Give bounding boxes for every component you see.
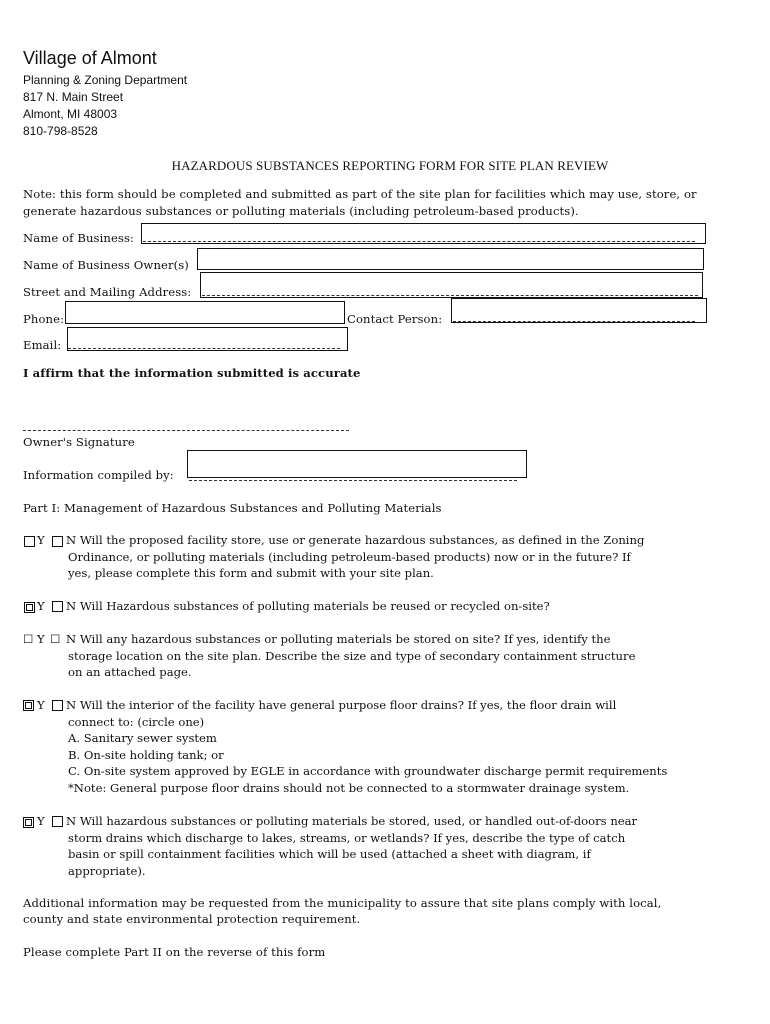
- q2-no-label: N: [66, 599, 77, 613]
- q1-no-checkbox[interactable]: [52, 536, 63, 547]
- business-owner-label: Name of Business Owner(s): [23, 258, 189, 272]
- q4-option-a[interactable]: A. Sanitary sewer system: [68, 731, 217, 746]
- address-label: Street and Mailing Address:: [23, 285, 192, 299]
- question-4: [66, 697, 667, 797]
- q5-line-1: Will hazardous substances or polluting materials be stored, used, or handled out-of-doors near: [79, 814, 638, 828]
- q5-yes-checkbox[interactable]: [23, 817, 34, 828]
- q2-line-1: Will Hazardous substances of polluting materials be reused or recycled on-site?: [79, 599, 550, 613]
- contact-person-field[interactable]: [451, 298, 707, 323]
- q3-yes-label: Y: [37, 632, 45, 646]
- q3-line-2: storage location on the site plan. Describe the size and type of secondary containment structure: [68, 648, 636, 663]
- q5-no-checkbox[interactable]: [52, 816, 63, 827]
- compiled-by-label: Information compiled by:: [23, 468, 174, 482]
- q5-no-label: N: [66, 814, 77, 828]
- q4-option-b[interactable]: B. On-site holding tank; or: [68, 747, 224, 762]
- q4-no-checkbox[interactable]: [52, 700, 63, 711]
- compiled-by-underline: [189, 480, 517, 481]
- q4-line-1: Will the interior of the facility have general purpose floor drains? If yes, the floor drain will: [79, 698, 617, 712]
- additional-info-line-2: county and state environmental protection requirement.: [23, 912, 361, 926]
- village-name: Village of Almont: [23, 48, 157, 68]
- q3-no-label: N: [66, 632, 77, 646]
- note-line-1: Note: this form should be completed and submitted as part of the site plan for facilities which may use, store, or: [23, 187, 697, 201]
- compiled-by-field[interactable]: [187, 450, 527, 478]
- q4-no-label: N: [66, 698, 77, 712]
- q1-line-3: yes, please complete this form and submit with your site plan.: [68, 566, 434, 581]
- question-2: [66, 598, 550, 615]
- office-phone: 810-798-8528: [23, 124, 98, 138]
- q4-option-c[interactable]: C. On-site system approved by EGLE in accordance with groundwater discharge permit requirements: [68, 764, 668, 779]
- signature-line[interactable]: [23, 430, 349, 431]
- q4-note: *Note: General purpose floor drains should not be connected to a stormwater drainage system.: [68, 780, 630, 795]
- q4-yes-label: Y: [37, 698, 45, 712]
- note-line-2: generate hazardous substances or polluting materials (including petroleum-based products).: [23, 204, 579, 218]
- q5-line-3: basin or spill containment facilities which will be used (attached a sheet with diagram, if: [68, 847, 591, 862]
- q2-no-checkbox[interactable]: [52, 601, 63, 612]
- q2-yes-label: Y: [37, 599, 45, 613]
- q3-line-3: on an attached page.: [68, 665, 192, 680]
- street-address: 817 N. Main Street: [23, 90, 124, 104]
- question-3: [66, 631, 635, 681]
- q1-no-label: N: [66, 533, 77, 547]
- city-state-zip: Almont, MI 48003: [23, 107, 118, 121]
- phone-field[interactable]: [65, 301, 345, 324]
- q2-yes-checkbox[interactable]: [24, 602, 35, 613]
- q1-yes-label: Y: [37, 533, 45, 547]
- business-name-field[interactable]: [141, 223, 706, 244]
- department-name: Planning & Zoning Department: [23, 73, 188, 87]
- affirmation-statement: I affirm that the information submitted is accurate: [23, 366, 361, 380]
- email-field[interactable]: [67, 327, 348, 351]
- q5-line-2: storm drains which discharge to lakes, streams, or wetlands? If yes, describe the type of catch: [68, 830, 626, 845]
- q3-yes-checkbox[interactable]: ☐: [23, 632, 34, 646]
- q3-no-checkbox[interactable]: ☐: [50, 632, 61, 646]
- q4-line-2: connect to: (circle one): [68, 714, 205, 729]
- part-one-title: Part I: Management of Hazardous Substances and Polluting Materials: [23, 501, 442, 515]
- q5-line-4: appropriate).: [68, 863, 146, 878]
- footer-instruction: Please complete Part II on the reverse of this form: [23, 945, 326, 959]
- additional-info-line-1: Additional information may be requested from the municipality to assure that site plans comply with local,: [23, 896, 662, 910]
- question-5: [66, 813, 637, 879]
- phone-label: Phone:: [23, 312, 65, 326]
- q1-line-2: Ordinance, or polluting materials (including petroleum-based products) now or in the future? If: [68, 549, 631, 564]
- q1-line-1: Will the proposed facility store, use or generate hazardous substances, as defined in the Zoning: [79, 533, 645, 547]
- q3-line-1: Will any hazardous substances or polluting materials be stored on site? If yes, identify the: [79, 632, 611, 646]
- contact-person-label: Contact Person:: [347, 312, 443, 326]
- owner-signature-label: Owner's Signature: [23, 435, 135, 449]
- business-name-label: Name of Business:: [23, 231, 135, 245]
- form-title: HAZARDOUS SUBSTANCES REPORTING FORM FOR SITE PLAN REVIEW: [171, 158, 609, 173]
- q4-yes-checkbox[interactable]: [23, 700, 34, 711]
- business-owner-field[interactable]: [197, 248, 704, 270]
- address-field[interactable]: [200, 272, 703, 298]
- email-label: Email:: [23, 338, 62, 352]
- q1-yes-checkbox[interactable]: [24, 536, 35, 547]
- question-1: [66, 532, 644, 582]
- q5-yes-label: Y: [37, 814, 45, 828]
